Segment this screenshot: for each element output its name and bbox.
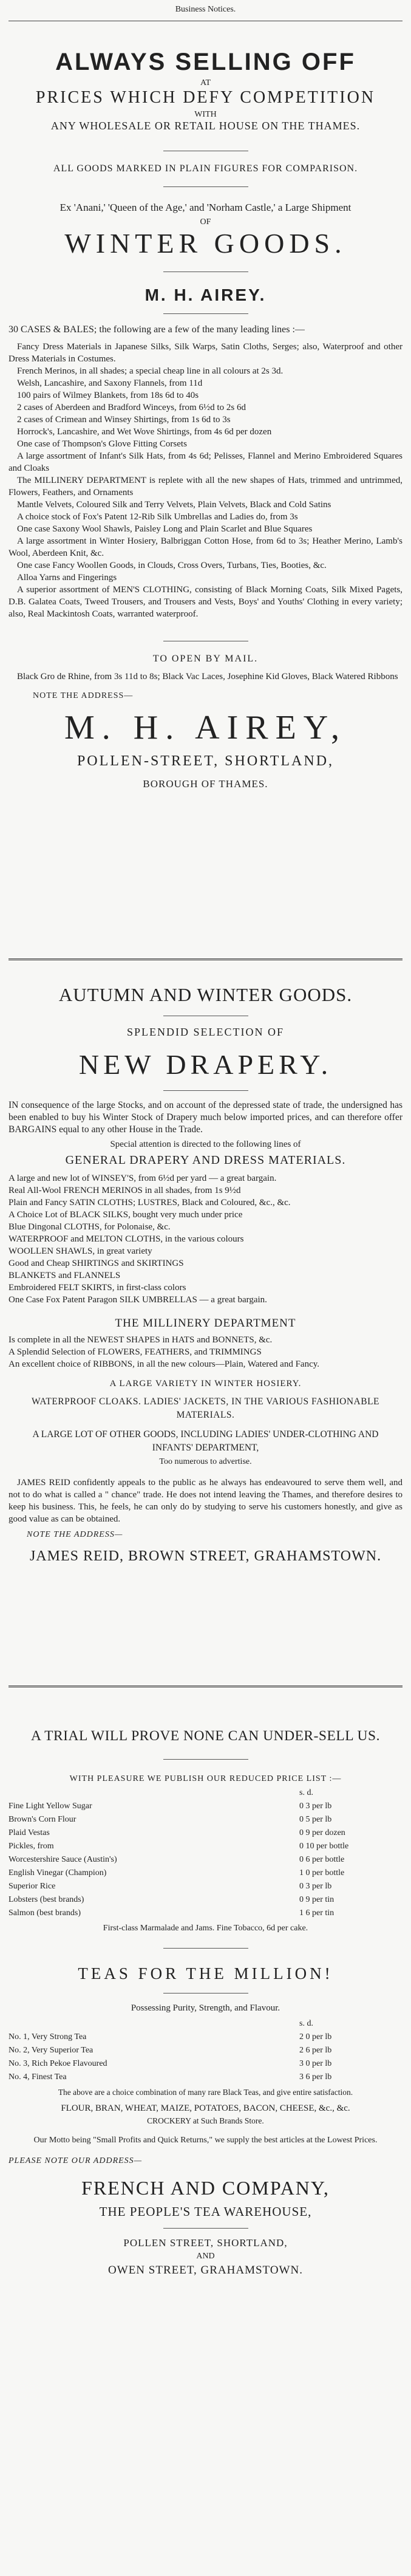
price-item: Pickles, from	[8, 1842, 54, 1851]
ad2-splendid: SPLENDID SELECTION OF	[126, 1026, 284, 1038]
list-item: Good and Cheap SHIRTINGS and SKIRTINGS	[8, 1259, 184, 1268]
ad1-at: AT	[200, 78, 211, 87]
ad1-subhead: PRICES WHICH DEFY COMPETITION	[35, 88, 376, 107]
price-value: 0 3 per lb	[299, 1802, 332, 1811]
ad3-crockery: CROCKERY at Such Brands Store.	[147, 2116, 264, 2125]
list-item: A Choice Lot of BLACK SILKS, bought very much under price	[8, 1210, 243, 1220]
ad2-note: NOTE THE ADDRESS—	[27, 1530, 123, 1539]
ad3-tea-warehouse: THE PEOPLE'S TEA WAREHOUSE,	[99, 2204, 312, 2219]
price-item: Superior Rice	[8, 1882, 56, 1891]
ad1-name-large: M. H. AIREY,	[64, 709, 347, 746]
list-item: A Splendid Selection of FLOWERS, FEATHERS, and TRIMMINGS	[8, 1347, 262, 1357]
list-item: Blue Dingonal CLOTHS, for Polonaise, &c.	[8, 1222, 171, 1232]
price-row	[8, 1853, 403, 1867]
ad1-street: POLLEN-STREET, SHORTLAND,	[76, 753, 335, 769]
list-item: A choice stock of Fox's Patent 12-Rib Silk Umbrellas and Ladies do, from 3s	[17, 512, 298, 522]
price-item: Brown's Corn Flour	[8, 1815, 76, 1824]
ad2-other: A LARGE LOT OF OTHER GOODS, INCLUDING LADIES' UNDER-CLOTHING AND INFANTS' DEPARTMENT,	[32, 1429, 379, 1453]
price-item: Lobsters (best brands)	[8, 1895, 84, 1904]
price-row	[8, 1893, 403, 1907]
list-item: French Merinos, in all shades; a special cheap line in all colours at 2s 3d.	[17, 366, 284, 376]
list-item: 2 cases of Aberdeen and Bradford Winceys, from 6½d to 2s 6d	[17, 403, 246, 412]
list-item: BLANKETS and FLANNELS	[8, 1271, 121, 1280]
price-row	[8, 1907, 403, 1920]
price-item: Salmon (best brands)	[8, 1908, 81, 1918]
ad3-addr2: OWEN STREET, GRAHAMSTOWN.	[108, 2264, 303, 2277]
ad1-borough: BOROUGH OF THAMES.	[143, 778, 268, 790]
price-row	[8, 1813, 403, 1826]
price-item: No. 1, Very Strong Tea	[8, 2032, 87, 2041]
ad1-of: OF	[200, 217, 211, 227]
ad2-drapery: NEW DRAPERY.	[78, 1049, 333, 1080]
list-item: A large assortment in Winter Hosiery, Balbriggan Cotton Hose, from 6d to 3s; Heather Merino, Lamb's Wool, Aberdeen Knit, &c.	[8, 536, 403, 558]
price-value: 1 6 per tin	[299, 1908, 335, 1918]
ad2-millinery-list	[8, 1334, 403, 1370]
ad3-teas-sub: Possessing Purity, Strength, and Flavour.	[131, 2003, 280, 2013]
list-item: Mantle Velvets, Coloured Silk and Terry Velvets, Plain Velvets, Black and Cold Satins	[17, 500, 331, 510]
ad2-headline: AUTUMN AND WINTER GOODS.	[58, 984, 353, 1005]
list-item: A large assortment of Infant's Silk Hats, from 4s 6d; Pelisses, Flannel and Merino Embroidered Squares and Cloaks	[8, 451, 403, 473]
ad3-marmalade: First-class Marmalade and Jams. Fine Tobacco, 6d per cake.	[103, 1924, 308, 1933]
price-row	[8, 1867, 403, 1880]
price-value: 1 0 per bottle	[299, 1868, 345, 1877]
price-value: 0 9 per dozen	[299, 1828, 345, 1837]
list-item: A large and new lot of WINSEY'S, from 6½d per yard — a great bargain.	[8, 1174, 277, 1183]
ad1-shipment: Ex 'Anani,' 'Queen of the Age,' and 'Norham Castle,' a Large Shipment	[59, 202, 352, 213]
list-item: The MILLINERY DEPARTMENT is replete with all the new shapes of Hats, trimmed and untrimmed, Flowers, Feathers, and Ornaments	[8, 476, 403, 497]
list-item: Alloa Yarns and Fingerings	[17, 573, 117, 583]
list-item: WATERPROOF and MELTON CLOTHS, in the various colours	[8, 1234, 244, 1244]
price-row	[8, 2031, 403, 2044]
reid-advertisement	[8, 954, 403, 1679]
ad2-millinery: THE MILLINERY DEPARTMENT	[115, 1317, 296, 1330]
price-value: 2 6 per lb	[299, 2046, 332, 2055]
list-item: An excellent choice of RIBBONS, in all the new colours—Plain, Watered and Fancy.	[8, 1359, 319, 1369]
ad2-too-numerous: Too numerous to advertise.	[159, 1457, 252, 1466]
ad3-flour: FLOUR, BRAN, WHEAT, MAIZE, POTATOES, BACON, CHEESE, &c., &c.	[61, 2103, 350, 2113]
ad3-note: PLEASE NOTE OUR ADDRESS—	[8, 2156, 143, 2165]
price-row	[8, 1880, 403, 1893]
list-item: Horrock's, Lancashire, and Wet Wove Shirtings, from 4s 6d per dozen	[17, 427, 272, 437]
ad2-reid-text: JAMES REID confidently appeals to the public as he always has endeavoured to serve them well, and not to do what is called a " chance" trade. He does not intend leaving the Thames, and therefore desires to keep his business. This, he feels, he can only do by studying to serve his customers honestly, and give as good value as can be obtained.	[8, 1478, 403, 1524]
ad2-cloaks: WATERPROOF CLOAKS. LADIES' JACKETS, IN THE VARIOUS FASHIONABLE MATERIALS.	[31, 1396, 380, 1420]
ad2-special: Special attention is directed to the following lines of	[110, 1139, 301, 1149]
ad2-hosiery: A LARGE VARIETY IN WINTER HOSIERY.	[109, 1379, 302, 1389]
price-item: Worcestershire Sauce (Austin's)	[8, 1855, 117, 1864]
ad3-teas-title: TEAS FOR THE MILLION!	[78, 1964, 333, 1983]
list-item: Is complete in all the NEWEST SHAPES in HATS and BONNETS, &c.	[8, 1335, 273, 1345]
price-value: 3 0 per lb	[299, 2059, 332, 2068]
price-value: 0 9 per tin	[299, 1895, 335, 1904]
ad3-addr1: POLLEN STREET, SHORTLAND,	[123, 2237, 288, 2249]
price-item: Fine Light Yellow Sugar	[8, 1802, 92, 1811]
ad3-tea-units: s. d.	[299, 2019, 313, 2028]
price-row	[8, 2044, 403, 2057]
ad1-marked: ALL GOODS MARKED IN PLAIN FIGURES FOR COMPARISON.	[53, 163, 358, 174]
price-item: No. 3, Rich Pekoe Flavoured	[8, 2059, 107, 2068]
airey-advertisement	[8, 18, 403, 954]
ad3-price-list	[8, 1800, 403, 1920]
price-row	[8, 1826, 403, 1840]
list-item: 100 pairs of Wilmey Blankets, from 18s 6d to 40s	[17, 391, 199, 400]
ad1-with: WITH	[194, 110, 217, 119]
price-value: 0 6 per bottle	[299, 1855, 345, 1864]
list-item: Real All-Wool FRENCH MERINOS in all shades, from 1s 9½d	[8, 1186, 241, 1195]
price-value: 0 5 per lb	[299, 1815, 332, 1824]
ad3-motto: Our Motto being "Small Profits and Quick Returns," we supply the best articles at the Lowest Prices.	[33, 2136, 378, 2145]
list-item: Plain and Fancy SATIN CLOTHS; LUSTRES, Black and Coloured, &c., &c.	[8, 1198, 291, 1208]
ad1-intro: 30 CASES & BALES; the following are a few of the many leading lines :—	[8, 324, 305, 335]
price-value: 2 0 per lb	[299, 2032, 332, 2041]
list-item: One Case Fox Patent Paragon SILK UMBRELLAS — a great bargain.	[8, 1295, 267, 1305]
ad3-company: FRENCH AND COMPANY,	[81, 2177, 330, 2199]
price-item: Plaid Vestas	[8, 1828, 50, 1837]
list-item: Fancy Dress Materials in Japanese Silks, Silk Warps, Satin Cloths, Serges; also, Waterproof and other Dress Materials in Costumes.	[8, 342, 403, 364]
ad1-goods-list	[8, 341, 403, 620]
list-item: Welsh, Lancashire, and Saxony Flannels, from 11d	[17, 378, 203, 388]
ad1-mail-text: Black Gro de Rhine, from 3s 11d to 8s; Black Vac Laces, Josephine Kid Gloves, Black Watered Ribbons	[17, 672, 398, 682]
price-item: No. 2, Very Superior Tea	[8, 2046, 93, 2055]
ad1-mail-heading: TO OPEN BY MAIL.	[152, 654, 259, 664]
list-item: One case of Thompson's Glove Fitting Corsets	[17, 439, 187, 449]
ad3-publish: WITH PLEASURE WE PUBLISH OUR REDUCED PRICE LIST :—	[69, 1774, 342, 1783]
list-item: Embroidered FELT SKIRTS, in first-class colors	[8, 1283, 186, 1293]
list-item: One case Saxony Wool Shawls, Paisley Long and Plain Scarlet and Blue Squares	[17, 524, 313, 534]
section-title: Business Notices.	[175, 5, 236, 14]
price-row	[8, 2071, 403, 2084]
ad1-subhead2: ANY WHOLESALE OR RETAIL HOUSE ON THE THAMES.	[50, 120, 361, 132]
price-row	[8, 2057, 403, 2071]
ad3-and: AND	[196, 2252, 215, 2261]
ad3-price-units: s. d.	[299, 1788, 313, 1797]
price-item: English Vinegar (Champion)	[8, 1868, 107, 1877]
list-item: One case Fancy Woollen Goods, in Clouds, Cross Overs, Turbans, Ties, Booties, &c.	[17, 561, 327, 570]
ad1-merchant: M. H. AIREY.	[144, 285, 267, 304]
ad1-winter-goods: WINTER GOODS.	[64, 228, 347, 259]
price-value: 0 10 per bottle	[299, 1842, 349, 1851]
ad1-headline: ALWAYS SELLING OFF	[55, 49, 356, 75]
price-row	[8, 1840, 403, 1853]
price-value: 0 3 per lb	[299, 1882, 332, 1891]
list-item: WOOLLEN SHAWLS, in great variety	[8, 1246, 152, 1256]
ad2-intro: IN consequence of the large Stocks, and on account of the depressed state of trade, the undersigned has been enabled to buy his Winter Stock of Drapery much below imported prices, and can therefore offer BARGAINS equal to any other House in the Trade.	[8, 1100, 403, 1135]
ad3-headline: A TRIAL WILL PROVE NONE CAN UNDER-SELL US.	[31, 1728, 380, 1744]
ad3-tea-list	[8, 2031, 403, 2084]
ad2-goods-list	[8, 1172, 403, 1306]
ad1-note: NOTE THE ADDRESS—	[33, 691, 134, 700]
price-row	[8, 1800, 403, 1813]
price-item: No. 4, Finest Tea	[8, 2072, 67, 2082]
ad2-general: GENERAL DRAPERY AND DRESS MATERIALS.	[65, 1153, 346, 1167]
list-item: 2 cases of Crimean and Winsey Shirtings, from 1s 6d to 3s	[17, 415, 231, 425]
price-value: 3 6 per lb	[299, 2072, 332, 2082]
list-item: A superior assortment of MEN'S CLOTHING, consisting of Black Morning Coats, Silk Mixed Pagets, D.B. Galatea Coats, Tweed Trousers, and Trousers and Vests, Boys' and Youths' Clothing in every variety; also, Real Mackintosh Coats, warranted waterproof.	[8, 585, 403, 619]
ad2-address: JAMES REID, BROWN STREET, GRAHAMSTOWN.	[29, 1548, 382, 1564]
ad3-combination: The above are a choice combination of many rare Black Teas, and give entire satisfaction.	[58, 2088, 353, 2097]
french-company-advertisement	[8, 1679, 403, 2576]
